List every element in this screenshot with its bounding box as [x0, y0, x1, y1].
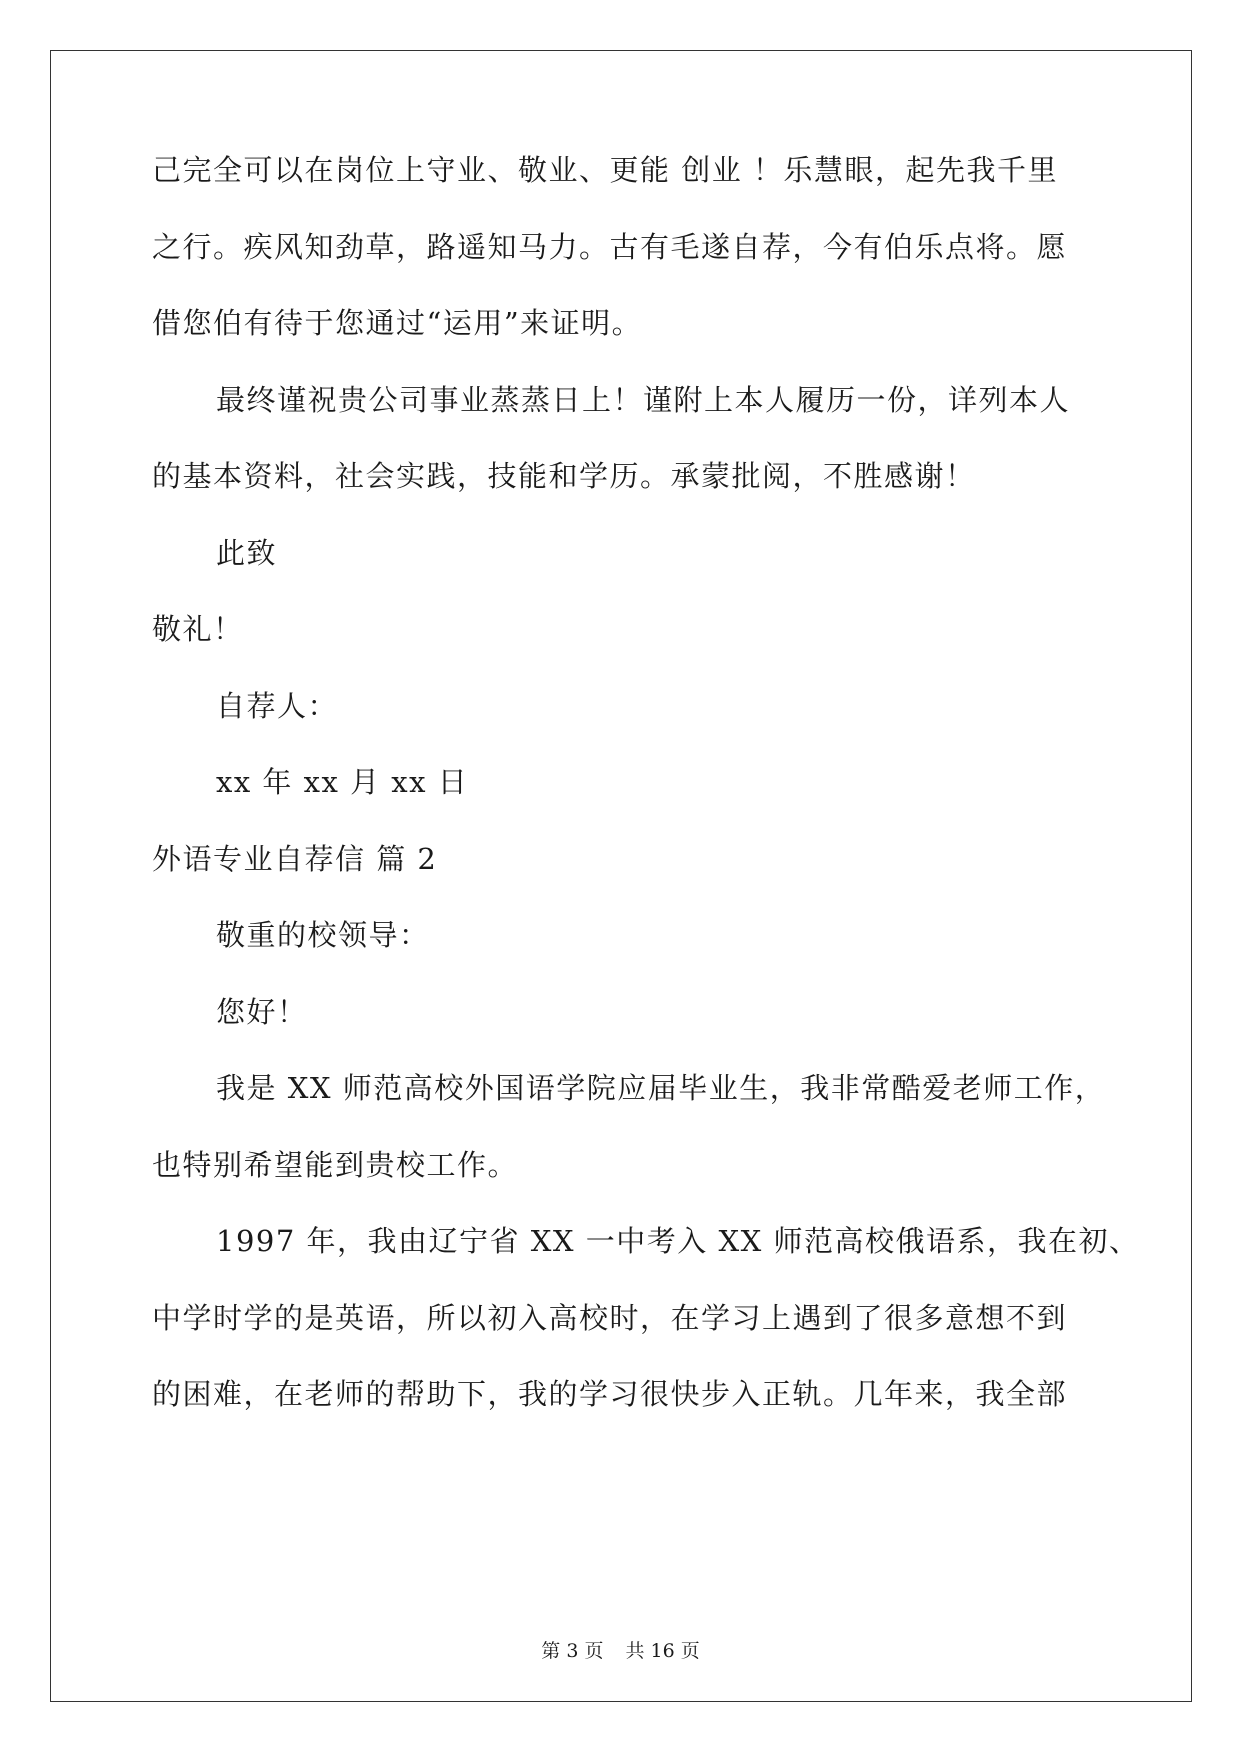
text-line: 中学时学的是英语，所以初入高校时，在学习上遇到了很多意想不到 [152, 1301, 1068, 1335]
date-line: xx 年 xx 月 xx 日 [216, 765, 469, 799]
text-line: 借您伯有待于您通过“运用”来证明。 [152, 306, 643, 340]
text-line: 1997 年，我由辽宁省 XX 一中考入 XX 师范高校俄语系，我在初、 [216, 1224, 1140, 1258]
page-footer [0, 1636, 1241, 1663]
page-number: 第 3 页 [541, 1640, 604, 1662]
text-line: 己完全可以在岗位上守业、敬业、更能 创业 ！乐慧眼，起先我千里 [152, 153, 1058, 187]
greeting-line: 您好！ [216, 995, 308, 1029]
text-line: 最终谨祝贵公司事业蒸蒸日上！谨附上本人履历一份，详列本人 [216, 383, 1071, 417]
signature-line: 自荐人： [216, 689, 339, 723]
text-line: 的基本资料，社会实践，技能和学历。承蒙批阅，不胜感谢！ [152, 459, 976, 493]
page-total: 共 16 页 [625, 1640, 700, 1662]
text-line: 之行。疾风知劲草，路遥知马力。古有毛遂自荐，今有伯乐点将。愿 [152, 230, 1068, 264]
text-line: 的困难，在老师的帮助下，我的学习很快步入正轨。几年来，我全部 [152, 1377, 1068, 1411]
section-heading: 外语专业自荐信 篇 2 [152, 842, 438, 876]
text-line: 也特别希望能到贵校工作。 [152, 1148, 519, 1182]
salutation-line: 此致 [216, 536, 278, 570]
text-line: 我是 XX 师范高校外国语学院应届毕业生，我非常酷爱老师工作， [216, 1071, 1106, 1105]
salutation-line: 敬礼！ [152, 612, 244, 646]
greeting-line: 敬重的校领导： [216, 918, 430, 952]
